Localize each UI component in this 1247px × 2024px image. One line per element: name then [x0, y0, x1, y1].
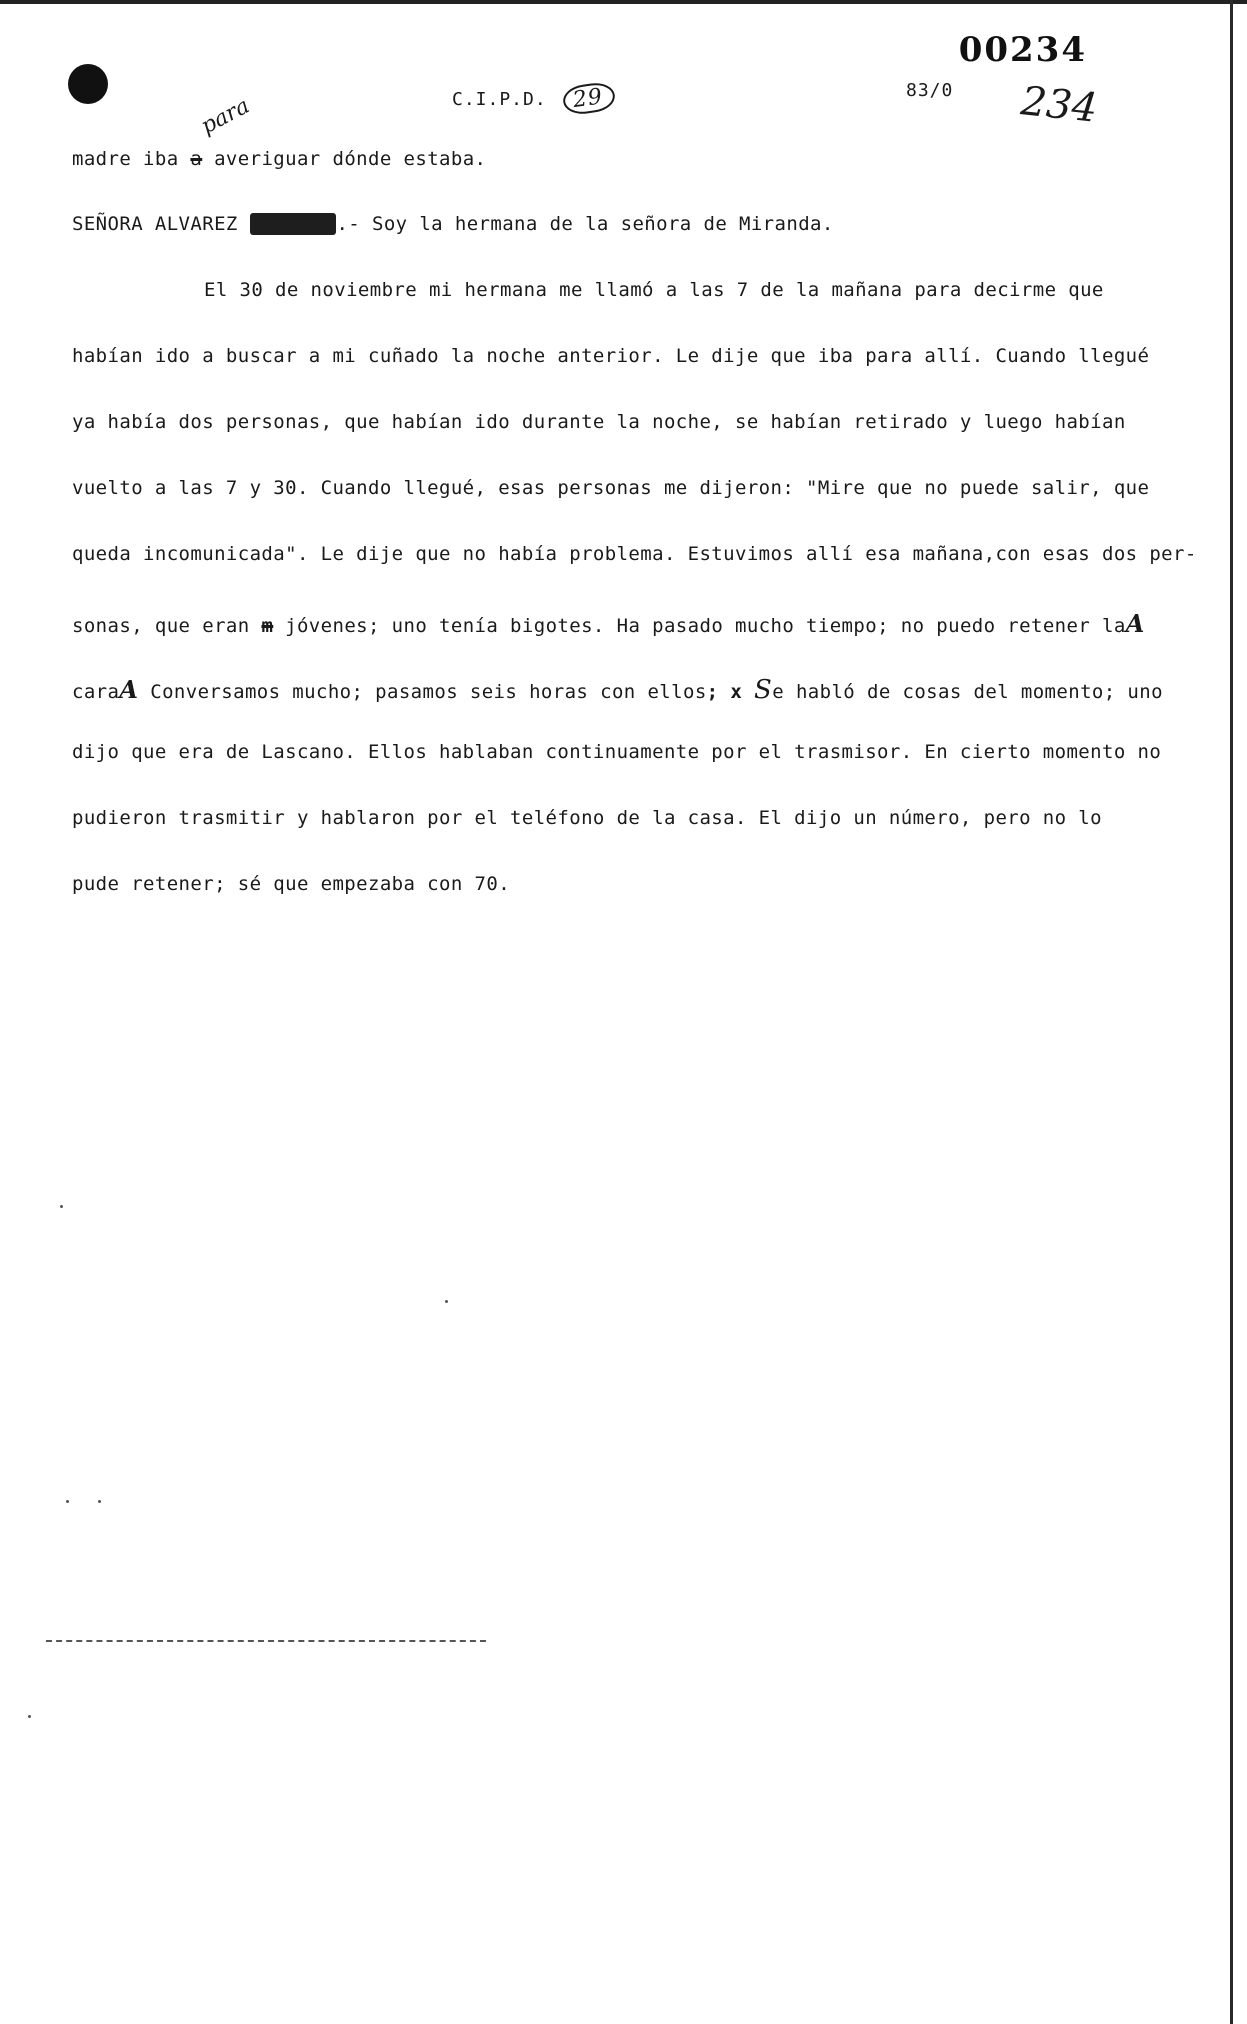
text-line-7: queda incomunicada". Le dije que no había problema. Estuvimos allí esa mañana,con esas dos per-	[72, 543, 1197, 565]
scan-speck	[445, 1300, 448, 1303]
scan-speck	[66, 1500, 69, 1503]
text-line-5: ya había dos personas, que habían ido durante la noche, se habían retirado y luego habían	[72, 411, 1126, 433]
handwritten-insert-para: para	[197, 93, 254, 140]
text-line-4: habían ido a buscar a mi cuñado la noche anterior. Le dije que iba para allí. Cuando llegué	[72, 345, 1150, 367]
text-line-6: vuelto a las 7 y 30. Cuando llegué, esas personas me dijeron: "Mire que no puede salir, que	[72, 477, 1150, 499]
text-line-10: dijo que era de Lascano. Ellos hablaban continuamente por el trasmisor. En cierto momento no	[72, 741, 1162, 763]
struck-letter: m	[261, 615, 274, 637]
text-line-8: sonas, que eran m jóvenes; uno tenía bigotes. Ha pasado mucho tiempo; no puedo retener laA	[72, 609, 1145, 638]
struck-letter: a	[190, 148, 203, 170]
speaker-name: SEÑORA ALVAREZ	[72, 213, 238, 235]
corrected-punctuation: ;	[706, 681, 719, 703]
header-org	[452, 84, 615, 113]
scan-speck	[98, 1500, 101, 1503]
header-reference: 83/0	[906, 80, 954, 101]
text-line-3: El 30 de noviembre mi hermana me llamó a las 7 de la mañana para decirme que	[204, 279, 1104, 301]
scan-speck	[60, 1205, 63, 1208]
text-line-11: pudieron trasmitir y hablaron por el teléfono de la casa. El dijo un número, pero no lo	[72, 807, 1102, 829]
struck-letter: x	[730, 681, 743, 703]
text-line-1: madre iba a averiguar dónde estaba.	[72, 148, 487, 170]
struck-speaker-name: (Marta)	[251, 213, 335, 235]
punch-hole-icon	[68, 64, 108, 104]
scan-top-edge	[0, 0, 1247, 4]
text-line-9: caraA Conversamos mucho; pasamos seis horas con ellos; x Se habló de cosas del momento; uno	[72, 675, 1163, 705]
circled-number: 29	[561, 81, 617, 117]
handwritten-capital-s: S	[754, 675, 773, 705]
speaker-line: SEÑORA ALVAREZ (Marta) .- Soy la hermana de la señora de Miranda.	[72, 213, 834, 235]
scan-right-edge	[1230, 0, 1233, 2024]
handwritten-correction-mark: A	[119, 675, 139, 704]
folio-stamp: 00234	[958, 30, 1087, 70]
handwritten-correction-mark: A	[1125, 609, 1145, 638]
org-label: C.I.P.D.	[452, 89, 547, 110]
scan-dashed-rule	[46, 1640, 486, 1642]
folio-handwritten: 234	[1018, 78, 1100, 132]
text-line-12: pude retener; sé que empezaba con 70.	[72, 873, 511, 895]
scan-speck	[28, 1715, 31, 1718]
